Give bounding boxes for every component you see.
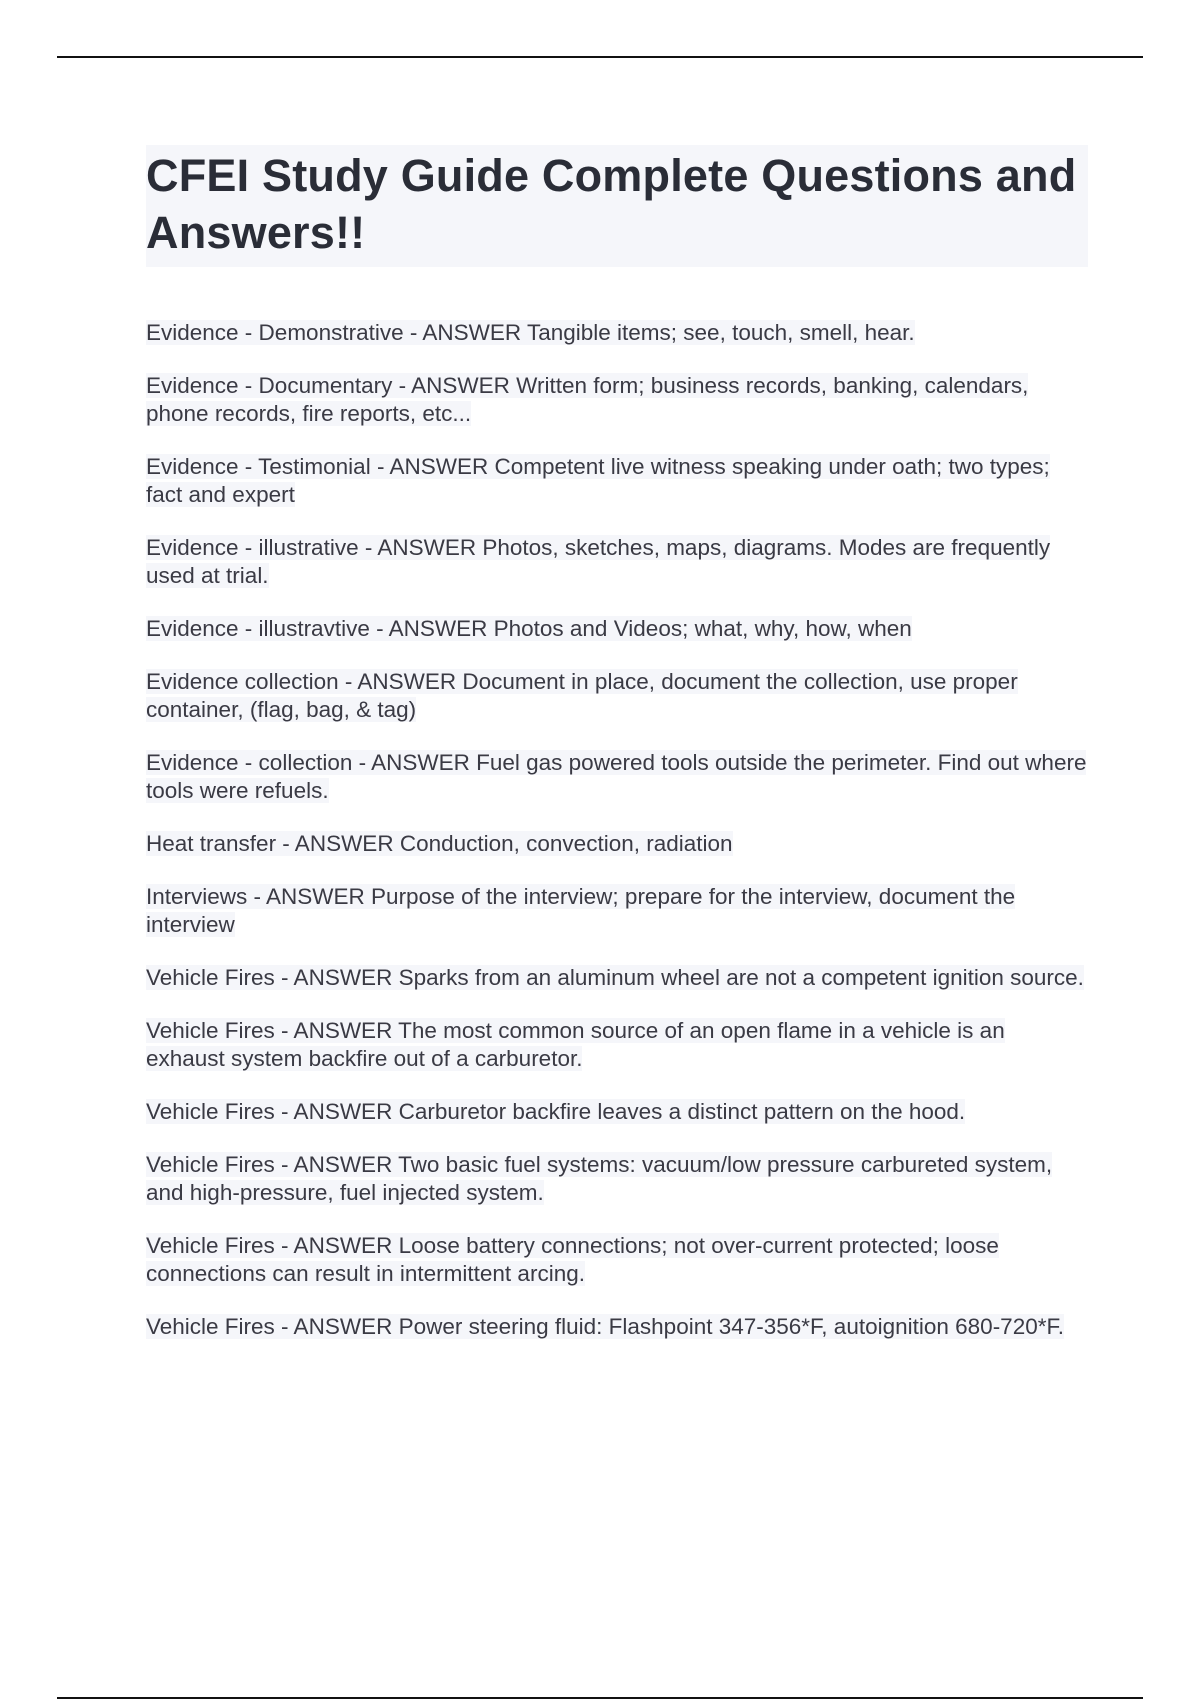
qa-item <box>146 749 1088 805</box>
bottom-rule <box>57 1697 1143 1699</box>
qa-text: Vehicle Fires - ANSWER Power steering fluid: Flashpoint 347-356*F, autoignition 680-720*F. <box>146 1314 1064 1339</box>
qa-text: Evidence - Demonstrative - ANSWER Tangible items; see, touch, smell, hear. <box>146 320 915 345</box>
qa-item <box>146 1098 1088 1126</box>
qa-item <box>146 372 1088 428</box>
qa-item <box>146 668 1088 724</box>
top-rule <box>57 56 1143 58</box>
qa-item <box>146 534 1088 590</box>
qa-item <box>146 1151 1088 1207</box>
qa-text: Vehicle Fires - ANSWER The most common source of an open flame in a vehicle is an exhaust system backfire out of a carburetor. <box>146 1018 1005 1071</box>
qa-text: Interviews - ANSWER Purpose of the interview; prepare for the interview, document the interview <box>146 884 1016 937</box>
qa-text: Evidence - Testimonial - ANSWER Competent live witness speaking under oath; two types; fact and expert <box>146 454 1050 507</box>
qa-item <box>146 615 1088 643</box>
qa-item <box>146 883 1088 939</box>
qa-text: Evidence collection - ANSWER Document in place, document the collection, use proper container, (flag, bag, & tag) <box>146 669 1018 722</box>
qa-item <box>146 1232 1088 1288</box>
qa-item <box>146 319 1088 347</box>
qa-text: Evidence - illustravtive - ANSWER Photos and Videos; what, why, how, when <box>146 616 912 641</box>
document-body <box>146 145 1088 1366</box>
qa-text: Evidence - Documentary - ANSWER Written form; business records, banking, calendars, phone records, fire reports, etc... <box>146 373 1029 426</box>
qa-list <box>146 319 1088 1341</box>
qa-item <box>146 830 1088 858</box>
qa-item <box>146 964 1088 992</box>
qa-text: Vehicle Fires - ANSWER Sparks from an aluminum wheel are not a competent ignition source. <box>146 965 1084 990</box>
qa-text: Vehicle Fires - ANSWER Loose battery connections; not over-current protected; loose connections can result in intermittent arcing. <box>146 1233 999 1286</box>
qa-item <box>146 453 1088 509</box>
document-title: CFEI Study Guide Complete Questions and Answers!! <box>146 145 1088 267</box>
qa-item <box>146 1313 1088 1341</box>
qa-text: Evidence - collection - ANSWER Fuel gas powered tools outside the perimeter. Find out where tools were refuels. <box>146 750 1087 803</box>
qa-text: Vehicle Fires - ANSWER Carburetor backfire leaves a distinct pattern on the hood. <box>146 1099 966 1124</box>
qa-text: Heat transfer - ANSWER Conduction, convection, radiation <box>146 831 733 856</box>
qa-text: Evidence - illustrative - ANSWER Photos, sketches, maps, diagrams. Modes are frequently used at trial. <box>146 535 1051 588</box>
qa-item <box>146 1017 1088 1073</box>
qa-text: Vehicle Fires - ANSWER Two basic fuel systems: vacuum/low pressure carbureted system, and high-pressure, fuel injected system. <box>146 1152 1053 1205</box>
